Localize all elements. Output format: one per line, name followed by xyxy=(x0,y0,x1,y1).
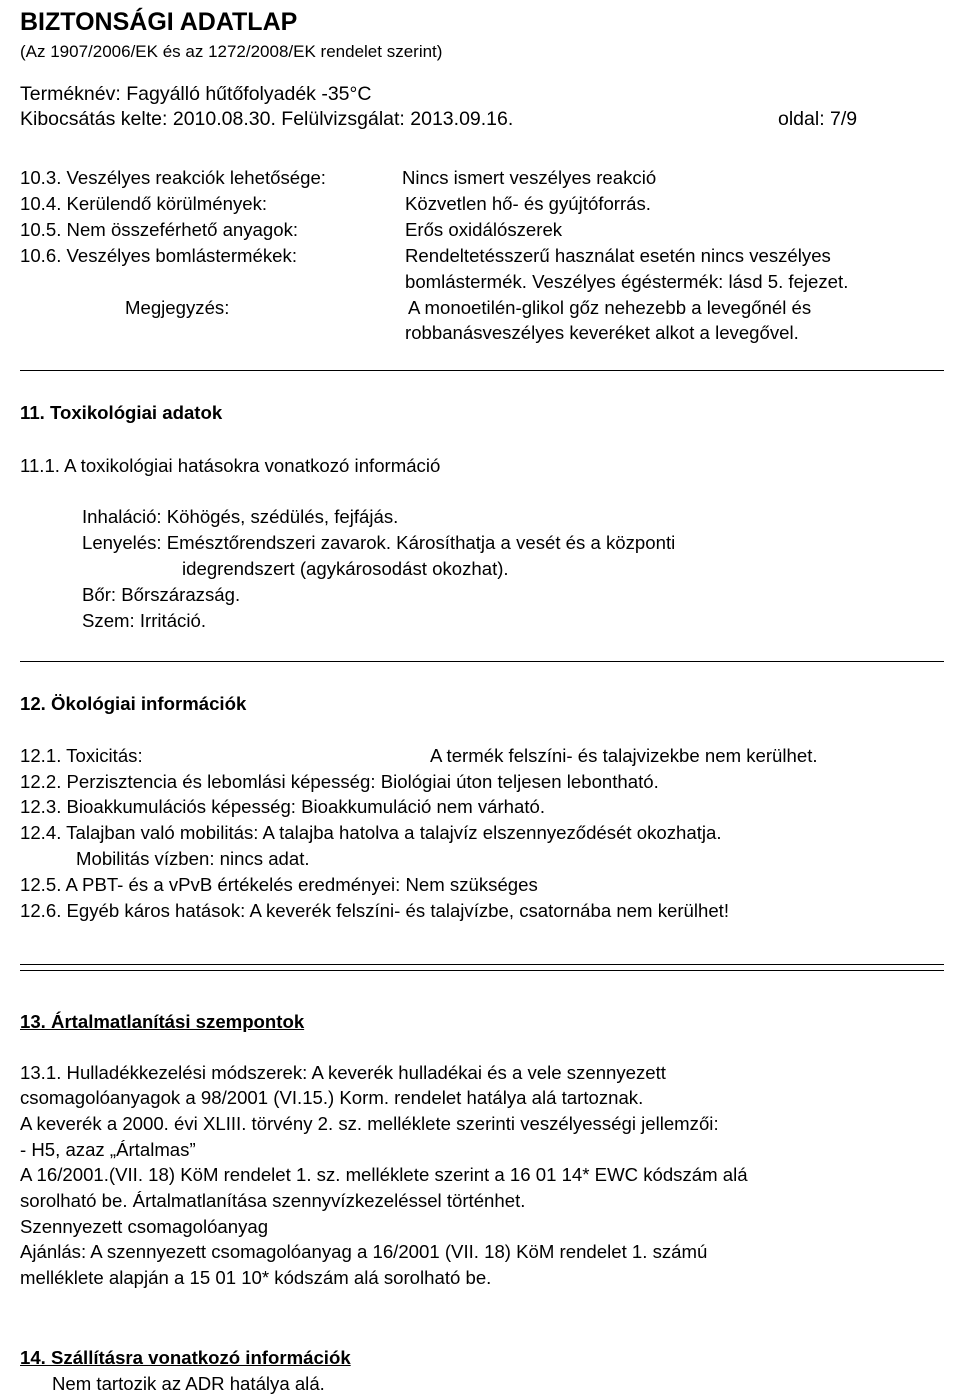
issue-label: Kibocsátás kelte: xyxy=(20,108,168,130)
row-10-4-label: 10.4. Kerülendő körülmények: xyxy=(20,193,268,214)
divider xyxy=(20,370,944,371)
eco-12-4-water: Mobilitás vízben: nincs adat. xyxy=(76,848,310,869)
tox-skin: Bőr: Bőrszárazság. xyxy=(82,584,241,605)
disposal-line: csomagolóanyagok a 98/2001 (VI.15.) Korm. rendelet hatálya alá tartoznak. xyxy=(20,1087,644,1108)
disposal-line: Ajánlás: A szennyezett csomagolóanyag a 16/2001 (VII. 18) KöM rendelet 1. számú xyxy=(20,1241,708,1262)
product-name-line xyxy=(20,83,371,106)
document-title: BIZTONSÁGI ADATLAP xyxy=(20,8,298,36)
row-10-3-value: Nincs ismert veszélyes reakció xyxy=(402,167,657,188)
review-label: Felülvizsgálat: xyxy=(281,108,405,130)
issue-date: 2010.08.30. xyxy=(172,108,276,130)
note-value-line2: robbanásveszélyes keveréket alkot a levegővel. xyxy=(405,322,799,343)
document-subtitle: (Az 1907/2006/EK és az 1272/2008/EK rendelet szerint) xyxy=(20,42,443,61)
disposal-line: sorolható be. Ártalmatlanítása szennyvízkezeléssel történhet. xyxy=(20,1190,526,1211)
issue-line xyxy=(20,108,513,131)
eco-12-4: 12.4. Talajban való mobilitás: A talajba hatolva a talajvíz elszennyeződését okozhatja. xyxy=(20,822,722,843)
section-12-heading: 12. Ökológiai információk xyxy=(20,693,247,714)
eco-12-3: 12.3. Bioakkumulációs képesség: Bioakkumuláció nem várható. xyxy=(20,796,546,817)
eco-12-5: 12.5. A PBT- és a vPvB értékelés eredményei: Nem szükséges xyxy=(20,874,538,895)
row-10-3-label: 10.3. Veszélyes reakciók lehetősége: xyxy=(20,167,326,188)
review-date: 2013.09.16. xyxy=(410,108,514,130)
divider xyxy=(20,964,944,965)
eco-12-2: 12.2. Perzisztencia és lebomlási képesség: Biológiai úton teljesen lebontható. xyxy=(20,771,659,792)
disposal-line: 13.1. Hulladékkezelési módszerek: A keverék hulladékai és a vele szennyezett xyxy=(20,1062,666,1083)
eco-12-1-label: 12.1. Toxicitás: xyxy=(20,745,143,766)
section-14-heading: 14. Szállításra vonatkozó információk xyxy=(20,1347,351,1368)
row-10-6-value-line1: Rendeltetésszerű használat esetén nincs veszélyes xyxy=(405,245,831,266)
disposal-line: A 16/2001.(VII. 18) KöM rendelet 1. sz. melléklete szerint a 16 01 14* EWC kódszám alá xyxy=(20,1164,748,1185)
note-label: Megjegyzés: xyxy=(125,297,230,318)
row-10-4-value: Közvetlen hő- és gyújtóforrás. xyxy=(405,193,651,214)
transport-line: Nem tartozik az ADR hatálya alá. xyxy=(52,1373,325,1394)
row-10-5-label: 10.5. Nem összeférhető anyagok: xyxy=(20,219,299,240)
disposal-line: melléklete alapján a 15 01 10* kódszám alá sorolható be. xyxy=(20,1267,492,1288)
eco-12-6: 12.6. Egyéb káros hatások: A keverék felszíni- és talajvízbe, csatornába nem kerülhet! xyxy=(20,900,730,921)
divider xyxy=(20,970,944,971)
disposal-line: Szennyezett csomagolóanyag xyxy=(20,1216,269,1237)
divider xyxy=(20,661,944,662)
tox-ingestion-line1: Lenyelés: Emésztőrendszeri zavarok. Károsíthatja a vesét és a központi xyxy=(82,532,676,553)
tox-eye: Szem: Irritáció. xyxy=(82,610,206,631)
product-name: Fagyálló hűtőfolyadék -35°C xyxy=(126,83,372,105)
note-value-line1: A monoetilén-glikol gőz nehezebb a levegőnél és xyxy=(408,297,812,318)
section-13-heading: 13. Ártalmatlanítási szempontok xyxy=(20,1011,305,1032)
row-10-5-value: Erős oxidálószerek xyxy=(405,219,563,240)
page-number: oldal: 7/9 xyxy=(778,108,858,130)
disposal-line: - H5, azaz „Ártalmas” xyxy=(20,1139,196,1160)
row-10-6-label: 10.6. Veszélyes bomlástermékek: xyxy=(20,245,297,266)
section-11-heading: 11. Toxikológiai adatok xyxy=(20,402,223,423)
row-10-6-value-line2: bomlástermék. Veszélyes égéstermék: lásd 5. fejezet. xyxy=(405,271,849,292)
tox-ingestion-line2: idegrendszert (agykárosodást okozhat). xyxy=(182,558,509,579)
eco-12-1-value: A termék felszíni- és talajvizekbe nem kerülhet. xyxy=(430,745,818,766)
section-11-1-title: 11.1. A toxikológiai hatásokra vonatkozó információ xyxy=(20,455,441,476)
disposal-line: A keverék a 2000. évi XLIII. törvény 2. sz. melléklete szerinti veszélyességi jellemzői: xyxy=(20,1113,719,1134)
product-label: Terméknév: xyxy=(20,83,121,105)
tox-inhalation: Inhaláció: Köhögés, szédülés, fejfájás. xyxy=(82,506,399,527)
